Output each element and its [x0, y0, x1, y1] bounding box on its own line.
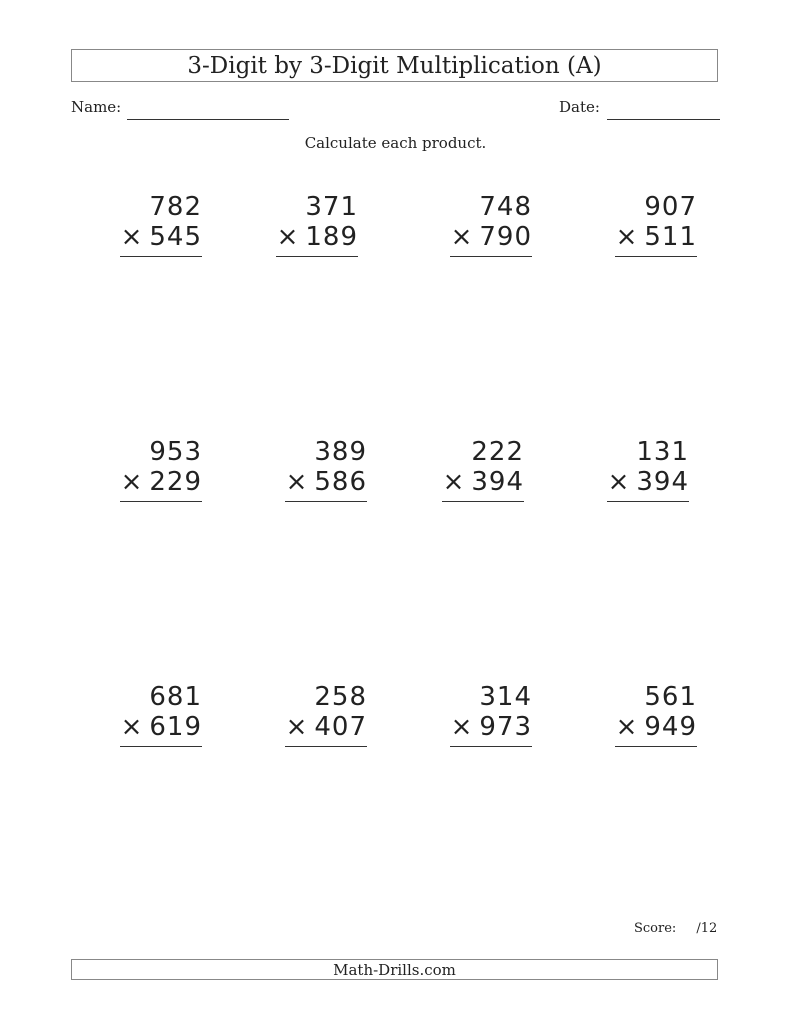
problem [285, 682, 367, 747]
times-icon: × [276, 222, 300, 252]
multiplier: 619 [149, 712, 202, 742]
answer-line [120, 256, 202, 257]
name-label: Name: [71, 98, 122, 116]
footer-link[interactable]: Math-Drills.com [71, 959, 718, 980]
problem [450, 192, 532, 257]
multiplier-line [276, 222, 358, 252]
score-total: /12 [696, 921, 718, 936]
problem [607, 437, 689, 502]
problem [285, 437, 367, 502]
times-icon: × [450, 222, 474, 252]
multiplier: 394 [471, 467, 524, 497]
answer-line [285, 501, 367, 502]
problem [120, 192, 202, 257]
answer-line [442, 501, 524, 502]
problem [450, 682, 532, 747]
multiplier: 973 [479, 712, 532, 742]
multiplier-line [607, 467, 689, 497]
multiplicand: 681 [149, 682, 202, 712]
multiplier: 790 [479, 222, 532, 252]
problem [120, 437, 202, 502]
answer-line [607, 501, 689, 502]
problem [120, 682, 202, 747]
score [634, 921, 717, 936]
instructions: Calculate each product. [304, 134, 487, 152]
multiplicand: 748 [479, 192, 532, 222]
problem [276, 192, 358, 257]
multiplier: 229 [149, 467, 202, 497]
multiplier: 545 [149, 222, 202, 252]
multiplicand: 258 [314, 682, 367, 712]
name-field-line[interactable] [127, 119, 289, 120]
times-icon: × [442, 467, 466, 497]
multiplier: 394 [636, 467, 689, 497]
times-icon: × [607, 467, 631, 497]
date-field-line[interactable] [607, 119, 720, 120]
multiplicand: 782 [149, 192, 202, 222]
times-icon: × [615, 712, 639, 742]
multiplicand: 131 [636, 437, 689, 467]
score-label: Score: [634, 921, 677, 936]
multiplier: 407 [314, 712, 367, 742]
times-icon: × [120, 712, 144, 742]
multiplicand: 953 [149, 437, 202, 467]
problem [615, 192, 697, 257]
worksheet-title: 3-Digit by 3-Digit Multiplication (A) [71, 49, 718, 82]
date-label: Date: [559, 98, 600, 116]
times-icon: × [120, 222, 144, 252]
multiplicand: 389 [314, 437, 367, 467]
answer-line [276, 256, 358, 257]
multiplicand: 371 [305, 192, 358, 222]
multiplier: 586 [314, 467, 367, 497]
answer-line [450, 256, 532, 257]
multiplicand: 907 [644, 192, 697, 222]
multiplier-line [450, 222, 532, 252]
times-icon: × [285, 467, 309, 497]
multiplier: 189 [305, 222, 358, 252]
multiplier-line [120, 222, 202, 252]
multiplier-line [450, 712, 532, 742]
answer-line [615, 746, 697, 747]
multiplier: 949 [644, 712, 697, 742]
answer-line [615, 256, 697, 257]
times-icon: × [120, 467, 144, 497]
multiplicand: 561 [644, 682, 697, 712]
multiplier-line [285, 712, 367, 742]
multiplier-line [442, 467, 524, 497]
multiplier-line [120, 467, 202, 497]
multiplier-line [120, 712, 202, 742]
multiplier-line [615, 712, 697, 742]
problem [615, 682, 697, 747]
times-icon: × [615, 222, 639, 252]
multiplier-line [285, 467, 367, 497]
answer-line [120, 746, 202, 747]
multiplier: 511 [644, 222, 697, 252]
answer-line [285, 746, 367, 747]
problem [442, 437, 524, 502]
answer-line [450, 746, 532, 747]
answer-line [120, 501, 202, 502]
times-icon: × [450, 712, 474, 742]
multiplicand: 222 [471, 437, 524, 467]
multiplier-line [615, 222, 697, 252]
times-icon: × [285, 712, 309, 742]
multiplicand: 314 [479, 682, 532, 712]
